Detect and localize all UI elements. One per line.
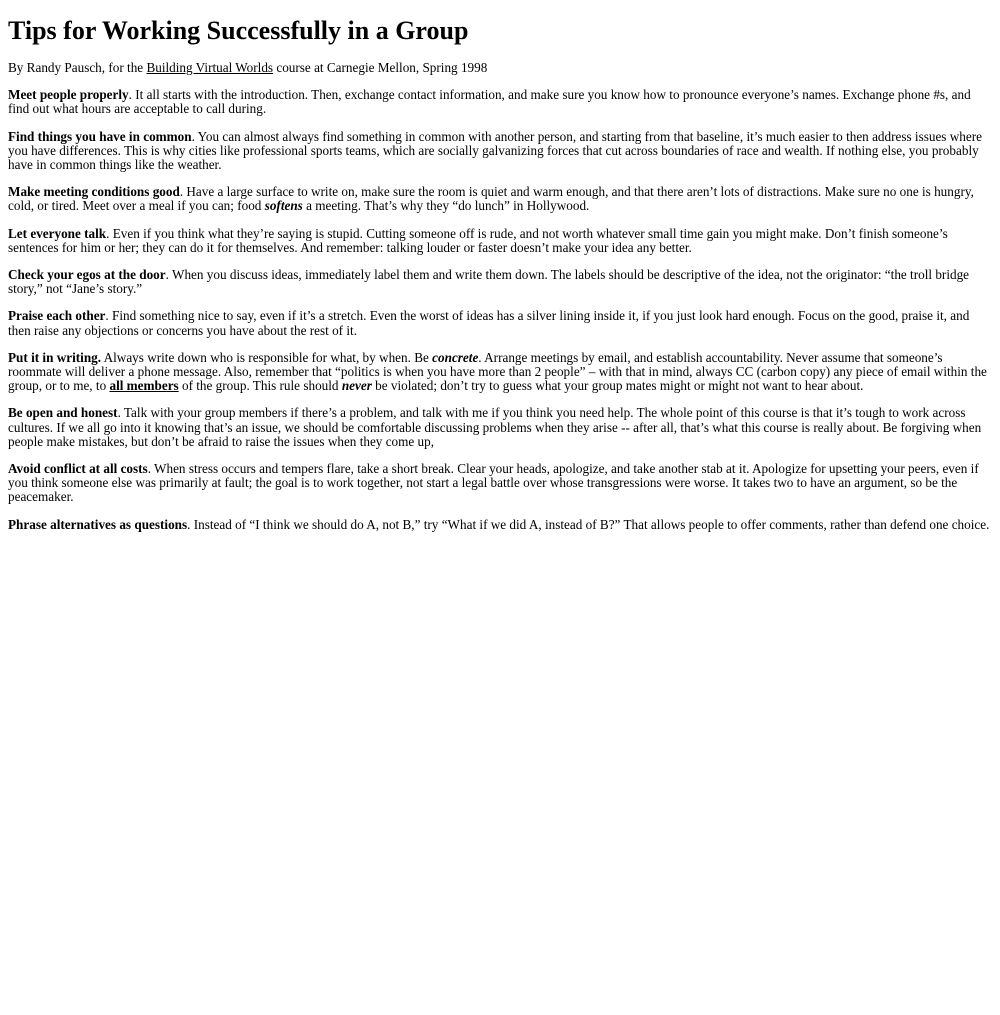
tip-title: Check your egos at the door — [8, 267, 166, 283]
tip-text: . It all starts with the introduction. Then, exchange contact information, and make sure you know how to pronounce everyone’s names. Exchange phone #s, and find out what hours are acceptable to call during. — [8, 87, 971, 117]
tip-text: . Arrange meetings by email, and establish accountability. Never assume that someone’s roommate will deliver a phone message. Also, remember that “politics is when you have more than 2 people” – with that in mind, always CC (carbon copy) any piece of email within the group, or to me, to — [8, 349, 987, 394]
document-body — [0, 15, 1000, 532]
tip-text: . When stress occurs and tempers flare, take a short break. Clear your heads, apologize, and take another stab at it. Apologize for upsetting your peers, even if you think someone else was primarily at fault; the goal is to work together, not start a legal battle over whose transgressions were worse. It takes two to have an argument, so be the peacemaker. — [8, 461, 979, 505]
emphasis-all-members: all members — [109, 378, 179, 394]
page-title: Tips for Working Successfully in a Group — [8, 16, 469, 45]
tip-title: Meet people properly — [8, 87, 129, 103]
tip-title: Make meeting conditions good — [8, 184, 180, 200]
tip-text: . You can almost always find something in common with another person, and starting from that baseline, it’s much easier to then address issues where you have differences. This is why cities like professional sports teams, which are socially galvanizing forces that cut across boundaries of race and wealth. If nothing else, you probably have in common things like the weather. — [8, 128, 982, 173]
tip-praise — [8, 309, 992, 337]
tip-open-honest — [8, 406, 992, 449]
tip-text: of the group. This rule should — [178, 378, 342, 394]
emphasis-never: never — [341, 378, 372, 394]
tip-title: Put it in writing. — [8, 349, 102, 365]
tip-title: Find things you have in common — [8, 128, 192, 144]
tip-title: Phrase alternatives as questions — [8, 516, 188, 532]
byline-prefix: By Randy Pausch, for the — [8, 60, 147, 75]
tip-text: . Find something nice to say, even if it’s a stretch. Even the worst of ideas has a silver lining inside it, if you just look hard enough. Focus on the good, praise it, and then raise any objections or concerns you have about the rest of it. — [8, 308, 970, 338]
tip-avoid-conflict — [8, 462, 992, 505]
tip-meeting-conditions — [8, 185, 992, 213]
emphasis-softens: softens — [264, 198, 303, 214]
tip-text: a meeting. That’s why they “do lunch” in Hollywood. — [302, 198, 590, 214]
tip-title: Praise each other — [8, 308, 106, 324]
emphasis-concrete: concrete — [432, 349, 479, 365]
tip-text: be violated; don’t try to guess what your group mates might or might not want to hear about. — [371, 378, 864, 394]
tip-text: Always write down who is responsible for what, by when. Be — [101, 349, 433, 365]
tip-check-egos — [8, 268, 992, 296]
byline-suffix: course at Carnegie Mellon, Spring 1998 — [273, 60, 488, 75]
tip-let-everyone-talk — [8, 227, 992, 255]
tip-common-ground — [8, 130, 992, 173]
tip-text: . Instead of “I think we should do A, not B,” try “What if we did A, instead of B?” That allows people to offer comments, rather than defend one choice. — [187, 516, 990, 532]
tip-text: . Talk with your group members if there’s a problem, and talk with me if you think you need help. The whole point of this course is that it’s tough to work across cultures. If we all go into it knowing that’s an issue, we should be comfortable discussing problems when they arise -- after all, that’s what this course is really about. Be forgiving when people make mistakes, but don’t be afraid to raise the issues when they come up, — [8, 405, 982, 449]
tip-put-in-writing — [8, 351, 992, 394]
tip-phrase-questions — [8, 518, 992, 532]
tip-text: . Even if you think what they’re saying is stupid. Cutting someone off is rude, and not worth whatever small time gain you might make. Don’t finish someone’s sentences for him or her; they can do it for themselves. And remember: talking louder or faster doesn’t make your idea any better. — [8, 225, 948, 255]
tip-title: Let everyone talk — [8, 225, 107, 241]
course-link[interactable]: Building Virtual Worlds — [146, 60, 274, 75]
tip-title: Be open and honest — [8, 405, 118, 421]
tip-text: . Have a large surface to write on, make sure the room is quiet and warm enough, and that there aren’t lots of distractions. Make sure no one is hungry, cold, or tired. Meet over a meal if you can; food — [8, 184, 974, 214]
tip-text: . When you discuss ideas, immediately label them and write them down. The labels should be descriptive of the idea, not the originator: “the troll bridge story,” not “Jane’s story.” — [8, 267, 970, 297]
tip-title: Avoid conflict at all costs — [8, 461, 148, 477]
tip-meet-people — [8, 88, 992, 116]
byline — [8, 61, 992, 75]
